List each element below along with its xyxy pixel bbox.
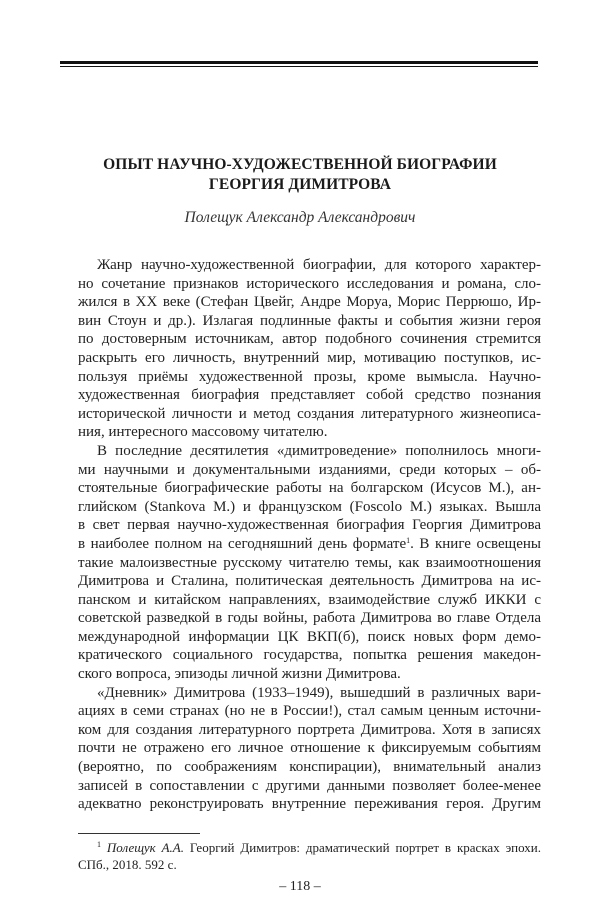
footnote-line-2: СПб., 2018. 592 с.	[78, 857, 177, 872]
body-line-text: ми научными и документальными изданиями, среди которых – об-	[78, 461, 541, 478]
footnote-text: Георгий Димитров: драматический портрет в красках эпохи.	[184, 840, 542, 855]
body-line	[78, 349, 541, 368]
body-line	[78, 405, 541, 424]
body-line	[78, 739, 541, 758]
body-line	[78, 330, 541, 349]
body-line	[78, 479, 541, 498]
body-line-text: раскрыть его личность, внутренний мир, мотивацию поступков, ис-	[78, 349, 541, 366]
body-line	[78, 423, 541, 442]
body-line-text: (вероятно, по соображениям конспирации), внимательный анализ	[78, 759, 541, 776]
article-title-line-1: ОПЫТ НАУЧНО-ХУДОЖЕСТВЕННОЙ БИОГРАФИИ	[103, 156, 497, 173]
body-line-text: записей в сопоставлении с другими данными позволяет более-менее	[78, 777, 541, 794]
body-line	[78, 665, 541, 684]
body-line	[78, 795, 541, 814]
body-line-text: глийском (Stankova M.) и французском (Foscolo M.) языках. Вышла	[78, 498, 541, 515]
body-line-text: «Дневник» Димитрова (1933–1949), вышедший в различных вари-	[97, 684, 541, 701]
body-line-text: художественная биография представляет собой средство познания	[78, 387, 541, 404]
article-author: Полещук Александр Александрович	[184, 209, 416, 226]
body-line-text: ского вопроса, эпизоды личной жизни Димитрова.	[78, 666, 401, 683]
body-line	[78, 293, 541, 312]
body-line	[78, 442, 541, 461]
body-line	[78, 609, 541, 628]
footnote-author: Полещук А.А.	[106, 840, 185, 855]
body-line	[78, 312, 541, 331]
body-line	[78, 628, 541, 647]
body-line-text: советской разведкой в годы войны, работа Димитрова во главе Отдела	[78, 610, 541, 627]
body-line	[78, 572, 541, 591]
header-rule-thin	[60, 66, 538, 67]
article-title-line-2: ГЕОРГИЯ ДИМИТРОВА	[208, 176, 392, 193]
body-line-text: почти не отражено его личное отношение к фиксируемым событиям	[78, 740, 541, 757]
header-rule	[60, 61, 538, 64]
body-line	[78, 646, 541, 665]
footnote-line-1	[78, 839, 541, 856]
body-line-text: пользуя приёмы художественной прозы, кроме вымысла. Научно-	[78, 368, 541, 385]
body-line	[78, 721, 541, 740]
body-line-text: стоятельные биографические работы на болгарском (Исусов М.), ан-	[78, 480, 541, 497]
body-line-text: ком для создания литературного портрета Димитрова. Хотя в записях	[78, 721, 541, 738]
body-line-text: адекватно реконструировать внутренние переживания героя. Другим	[78, 796, 541, 813]
body-line-text: ния, интересного массовому читателю.	[78, 424, 328, 441]
body-line	[78, 591, 541, 610]
body-line-text: кратического социального государства, попытка решения македон-	[78, 647, 541, 664]
body-line	[78, 275, 541, 294]
body-line-text: такие малоизвестные русскому читателю темы, как взаимоотношения	[78, 554, 541, 571]
body-line-text: Жанр научно-художественной биографии, для которого характер-	[97, 257, 541, 273]
body-line-text: . В книге освещены	[410, 535, 541, 552]
footnote-reference[interactable]: 1	[406, 535, 411, 545]
body-line-text: жился в XX веке (Стефан Цвейг, Андре Моруа, Морис Перрюшо, Ир-	[78, 294, 541, 311]
body-line	[78, 758, 541, 777]
body-line	[78, 554, 541, 573]
body-line-text: исторической личности и метод создания литературного жизнеописа-	[78, 405, 541, 422]
body-line-text: в свет первая научно-художественная биография Георгия Димитрова	[78, 517, 541, 534]
body-line	[78, 368, 541, 387]
footnote-number: 1	[97, 840, 101, 849]
body-line-text: панском и китайском направлениях, взаимодействие служб ИККИ с	[78, 591, 541, 608]
body-line-text: по достоверным источникам, автор подобного сочинения стремится	[78, 331, 541, 348]
footnote-rule	[78, 833, 200, 834]
body-line-text: В последние десятилетия «димитроведение» пополнилось многи-	[97, 442, 541, 459]
body-line-text: Димитрова и Сталина, политическая деятельность Димитрова на ис-	[78, 573, 541, 590]
footnote	[78, 839, 541, 873]
body-line	[78, 461, 541, 480]
body-line	[78, 386, 541, 405]
body-line-text: в наиболее полном на сегодняшний день формате	[78, 535, 407, 552]
body-line	[78, 702, 541, 721]
body-line	[78, 535, 541, 554]
body-line-text: но сочетание признаков исторического исследования и романа, сло-	[78, 275, 541, 292]
body-line-text: ациях в семи странах (но не в России!), стал самым ценным источни-	[78, 703, 541, 720]
body-line-text: вин Стоун и др.). Излагая подлинные факты и события жизни героя	[78, 312, 541, 329]
page-number: – 118 –	[279, 879, 321, 894]
article-body	[78, 256, 541, 814]
body-line	[78, 516, 541, 535]
body-line-text: международной информации ЦК ВКП(б), поиск новых форм демо-	[78, 628, 541, 645]
body-line	[78, 256, 541, 275]
body-line	[78, 498, 541, 517]
body-line	[78, 684, 541, 703]
body-line	[78, 777, 541, 796]
